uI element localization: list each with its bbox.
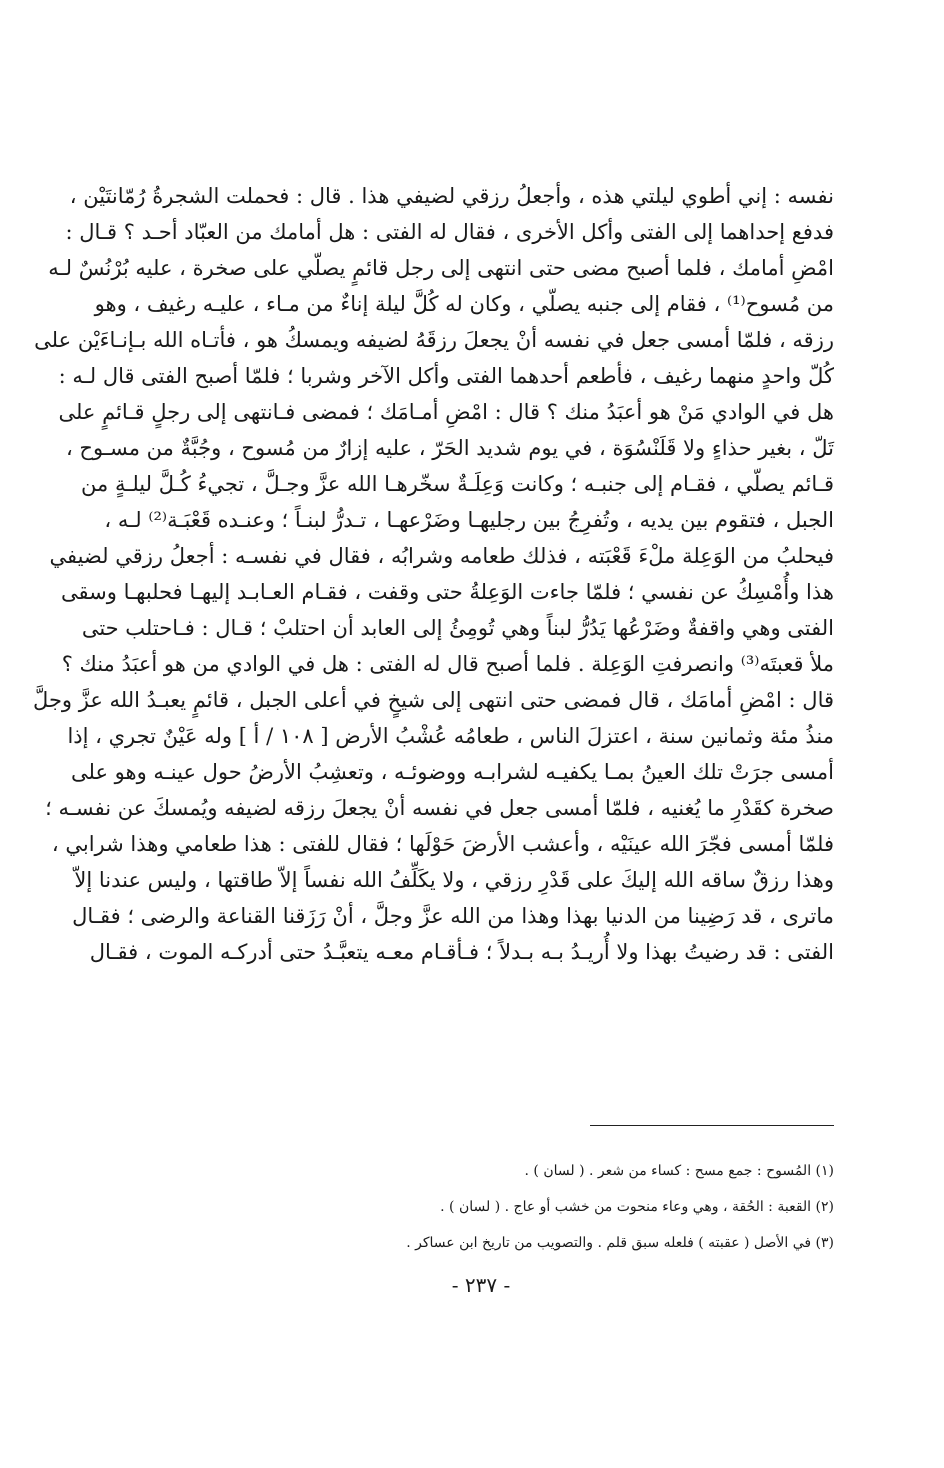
text-line: فيحلبُ من الوَعِلة ملْءَ قَعْبَته ، فذلك طعامه وشرابُه ، فقال في نفسـه : أجعلُ رزقي لضيفي — [49, 544, 834, 568]
text-line: رزقه ، فلمّا أمسى جعل في نفسه أنْ يجعلَ رزقَهُ لضيفه ويمسكُ هو ، فأتـاه الله بـإنـاءَيْن على — [34, 328, 834, 352]
text-line: قال : امْضِ أمامَك ، قال فمضى حتى انتهى إلى شيخٍ في أعلى الجبل ، قائمٍ يعبـدُ الله عزَّ وجلَّ — [33, 688, 834, 712]
main-text — [33, 178, 834, 970]
text-line: فدفع إحداهما إلى الفتى وأكل الأخرى ، فقال له الفتى : هل أمامك من العبّاد أحـد ؟ قـال : — [65, 220, 834, 244]
footnote-2: (٢) القعبة : الحُقة ، وهي وعاء منحوت من خشب أو عاج . ( لسان ) . — [440, 1199, 834, 1215]
text-line: ملأ قعبتَه⁽³⁾ وانصرفتِ الوَعِلة . فلما أصبح قال له الفتى : هل في الوادي من هو أعبَدُ منك ؟ — [61, 652, 834, 676]
text-line: الفتى وهي واقفةٌ وضَرْعُها يَدُرُّ لبناً وهي تُومِئُ إلى العابد أن احتلبْ ؛ قـال : فـاحتلب حتى — [81, 616, 834, 640]
text-line: تَلّ ، بغير حذاءٍ ولا قَلَنْسُوَة ، في يوم شديد الحَرّ ، عليه إزارٌ من مُسوح ، وجُبَّةٌ من مسـوح ، — [65, 436, 834, 460]
text-line: نفسه : إني أطوي ليلتي هذه ، وأجعلُ رزقي لضيفي هذا . قال : فحملت الشجرةُ رُمّانتَيْن ، — [69, 184, 834, 208]
text-line: صخرة كقَدْرِ ما يُغنيه ، فلمّا أمسى جعل في نفسه أنْ يجعلَ رزقه لضيفه ويُمسكَ عن نفسـه ؛ — [45, 796, 834, 820]
text-line: هذا وأُمْسِكُ عن نفسي ؛ فلمّا جاءت الوَعِلةُ حتى وقفت ، فقـام العـابـد إليهـا فحلبهـا وسقى — [61, 580, 834, 604]
text-line: ماترى ، قد رَضِينا من الدنيا بهذا وهذا من الله عزَّ وجلَّ ، أنْ رَزَقنا القناعة والرضى ؛ فقـال — [72, 904, 834, 928]
text-line: الفتى : قد رضيتُ بهذا ولا أُريـدُ بـه بـدلاً ؛ فـأقـام معـه يتعبَّـدُ حتى أدركـه الموت ، فقـال — [89, 940, 834, 964]
text-line: من مُسوح⁽¹⁾ ، فقام إلى جنبه يصلّي ، وكان له كُلَّ ليلة إناءٌ من مـاء ، عليـه رغيف ، وهو — [94, 292, 834, 316]
text-line: أمسى جرَتْ تلك العينُ بمـا يكفيـه لشرابـه ووضوئـه ، وتعشِبُ الأرضُ حول عينـه وهو على — [70, 760, 834, 784]
text-line: وهذا رزقٌ ساقه الله إليكَ على قَدْرِ رزقي ، ولا يكَلِّفُ الله نفساً إلاّ طاقتها ، وليس عندنا إلاّ — [74, 868, 834, 892]
footnote-1: (١) المُسوح : جمع مسح : كساء من شعر . ( لسان ) . — [524, 1163, 834, 1179]
text-line: امْضِ أمامك ، فلما أصبح مضى حتى انتهى إلى رجل قائمٍ يصلّي على صخرة ، عليه بُرْنُسٌ لـه — [48, 256, 834, 280]
text-line: هل في الوادي مَنْ هو أعبَدُ منك ؟ قال : امْضِ أمـامَك ؛ فمضى فـانتهى إلى رجلٍ قـائمٍ على — [58, 400, 834, 424]
footnotes — [128, 1153, 834, 1261]
book-page — [33, 178, 834, 1318]
text-line: قـائم يصلّي ، فقـام إلى جنبـه ؛ وكانت وَعِلَـةٌ سخّرهـا الله عزَّ وجـلَّ ، تجيءُ كُـلَّ ليلـةٍ من — [81, 472, 834, 496]
footnote-3: (٣) في الأصل ( عقبته ) فلعله سبق قلم . والتصويب من تاريخ ابن عساكر . — [406, 1235, 834, 1251]
footnote-divider — [590, 1125, 834, 1126]
page-number: - ٢٣٧ - — [451, 1273, 511, 1297]
text-line: الجبل ، فتقوم بين يديه ، وتُفرِجُ بين رجليهـا وضَرْعهـا ، تـدرُّ لبنـاً ؛ وعنـده قَعْبَـة⁽²⁾ لـه ، — [104, 508, 834, 532]
text-line: كُلّ واحدٍ منهما رغيف ، فأطعم أحدهما الفتى وأكل الآخر وشربا ؛ فلمّا أصبح الفتى قال لـه : — [58, 364, 834, 388]
text-line: منذُ مئة وثمانين سنة ، اعتزلَ الناس ، طعامُه عُشْبُ الأرض [ ١٠٨ / أ ] وله عَيْنٌ تجري ، إذا — [67, 724, 834, 748]
text-line: فلمّا أمسى فجّرَ الله عينَيْه ، وأعشب الأرضَ حَوْلَها ؛ فقال للفتى : هذا طعامي وهذا شرابي ، — [51, 832, 834, 856]
